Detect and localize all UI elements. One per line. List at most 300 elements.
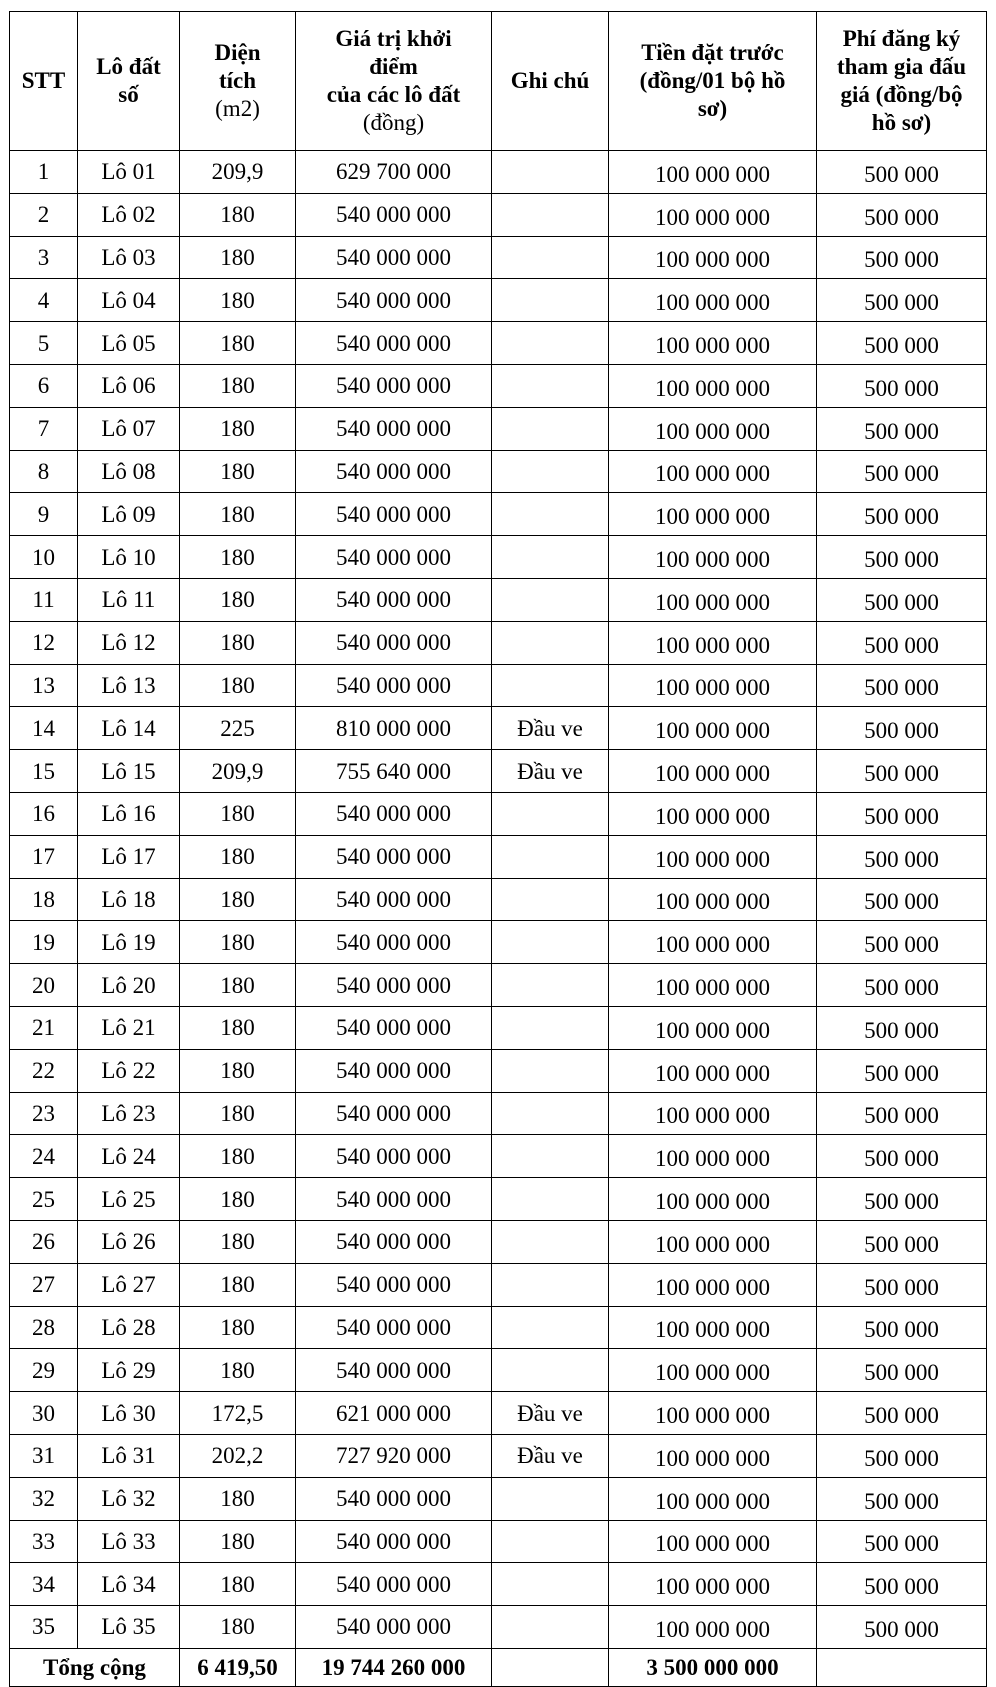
total-note <box>492 1648 609 1686</box>
cell-area: 180 <box>180 1178 296 1221</box>
cell-value: 540 000 000 <box>296 1349 492 1392</box>
cell-fee: 500 000 <box>817 835 987 878</box>
cell-area: 202,2 <box>180 1434 296 1477</box>
cell-area: 180 <box>180 1563 296 1606</box>
cell-stt: 33 <box>10 1520 78 1563</box>
cell-area: 180 <box>180 964 296 1007</box>
header-area-line1: Diện <box>214 40 261 65</box>
cell-note: Đầu ve <box>492 1392 609 1435</box>
cell-deposit: 100 000 000 <box>609 1049 817 1092</box>
cell-value: 540 000 000 <box>296 1135 492 1178</box>
cell-area: 180 <box>180 921 296 964</box>
cell-note: Đầu ve <box>492 1434 609 1477</box>
cell-value: 540 000 000 <box>296 1306 492 1349</box>
cell-stt: 34 <box>10 1563 78 1606</box>
cell-stt: 18 <box>10 878 78 921</box>
header-note-label: Ghi chú <box>510 68 590 93</box>
header-fee-line3: giá (đồng/bộ <box>840 82 963 107</box>
cell-fee: 500 000 <box>817 1563 987 1606</box>
cell-area: 180 <box>180 322 296 365</box>
cell-deposit: 100 000 000 <box>609 236 817 279</box>
cell-lot: Lô 25 <box>78 1178 180 1221</box>
cell-stt: 26 <box>10 1220 78 1263</box>
cell-deposit: 100 000 000 <box>609 407 817 450</box>
cell-stt: 23 <box>10 1092 78 1135</box>
cell-note <box>492 621 609 664</box>
cell-stt: 4 <box>10 279 78 322</box>
cell-area: 180 <box>180 236 296 279</box>
cell-value: 540 000 000 <box>296 1006 492 1049</box>
cell-value: 540 000 000 <box>296 792 492 835</box>
header-area-line2: tích <box>218 68 257 93</box>
cell-value: 540 000 000 <box>296 578 492 621</box>
cell-value: 540 000 000 <box>296 1092 492 1135</box>
header-note <box>492 12 609 151</box>
cell-note <box>492 193 609 236</box>
cell-deposit: 100 000 000 <box>609 364 817 407</box>
cell-note <box>492 792 609 835</box>
cell-fee: 500 000 <box>817 1434 987 1477</box>
cell-note <box>492 1606 609 1649</box>
table-row <box>10 536 987 579</box>
table-row <box>10 1006 987 1049</box>
cell-area: 180 <box>180 578 296 621</box>
cell-fee: 500 000 <box>817 236 987 279</box>
cell-deposit: 100 000 000 <box>609 1178 817 1221</box>
table-row <box>10 664 987 707</box>
table-row <box>10 1306 987 1349</box>
cell-note <box>492 1006 609 1049</box>
cell-stt: 28 <box>10 1306 78 1349</box>
cell-stt: 20 <box>10 964 78 1007</box>
cell-note <box>492 322 609 365</box>
cell-lot: Lô 11 <box>78 578 180 621</box>
cell-value: 540 000 000 <box>296 322 492 365</box>
cell-value: 540 000 000 <box>296 1606 492 1649</box>
cell-fee: 500 000 <box>817 151 987 194</box>
cell-note <box>492 1220 609 1263</box>
header-fee <box>817 12 987 151</box>
cell-area: 180 <box>180 279 296 322</box>
cell-fee: 500 000 <box>817 964 987 1007</box>
header-deposit-line1: Tiền đặt trước <box>641 40 784 65</box>
header-fee-line4: hồ sơ) <box>871 110 932 135</box>
cell-stt: 13 <box>10 664 78 707</box>
cell-note <box>492 536 609 579</box>
cell-area: 180 <box>180 1306 296 1349</box>
cell-lot: Lô 19 <box>78 921 180 964</box>
cell-deposit: 100 000 000 <box>609 750 817 793</box>
cell-deposit: 100 000 000 <box>609 1220 817 1263</box>
cell-value: 540 000 000 <box>296 1477 492 1520</box>
cell-stt: 27 <box>10 1263 78 1306</box>
cell-stt: 25 <box>10 1178 78 1221</box>
cell-stt: 7 <box>10 407 78 450</box>
cell-fee: 500 000 <box>817 878 987 921</box>
table-row <box>10 1563 987 1606</box>
cell-area: 180 <box>180 450 296 493</box>
document-page <box>9 11 986 1687</box>
total-deposit: 3 500 000 000 <box>609 1648 817 1686</box>
header-fee-line1: Phí đăng ký <box>842 26 961 51</box>
cell-lot: Lô 33 <box>78 1520 180 1563</box>
cell-lot: Lô 12 <box>78 621 180 664</box>
cell-deposit: 100 000 000 <box>609 1135 817 1178</box>
cell-lot: Lô 06 <box>78 364 180 407</box>
cell-fee: 500 000 <box>817 193 987 236</box>
cell-fee: 500 000 <box>817 493 987 536</box>
cell-fee: 500 000 <box>817 1306 987 1349</box>
table-footer <box>10 1648 987 1686</box>
cell-fee: 500 000 <box>817 578 987 621</box>
cell-fee: 500 000 <box>817 1049 987 1092</box>
cell-value: 755 640 000 <box>296 750 492 793</box>
table-row <box>10 364 987 407</box>
cell-value: 540 000 000 <box>296 1520 492 1563</box>
cell-lot: Lô 15 <box>78 750 180 793</box>
table-row <box>10 1349 987 1392</box>
cell-stt: 8 <box>10 450 78 493</box>
table-row <box>10 578 987 621</box>
cell-fee: 500 000 <box>817 621 987 664</box>
cell-fee: 500 000 <box>817 450 987 493</box>
header-stt-label: STT <box>21 68 66 93</box>
cell-note <box>492 664 609 707</box>
cell-deposit: 100 000 000 <box>609 493 817 536</box>
cell-deposit: 100 000 000 <box>609 1434 817 1477</box>
cell-note <box>492 1178 609 1221</box>
cell-value: 540 000 000 <box>296 1178 492 1221</box>
cell-value: 540 000 000 <box>296 536 492 579</box>
cell-note <box>492 1520 609 1563</box>
cell-area: 180 <box>180 664 296 707</box>
cell-deposit: 100 000 000 <box>609 664 817 707</box>
cell-note <box>492 151 609 194</box>
total-label: Tổng cộng <box>10 1648 180 1686</box>
cell-area: 180 <box>180 1135 296 1178</box>
table-row <box>10 1049 987 1092</box>
cell-area: 180 <box>180 835 296 878</box>
cell-stt: 29 <box>10 1349 78 1392</box>
cell-stt: 16 <box>10 792 78 835</box>
cell-note <box>492 1135 609 1178</box>
cell-lot: Lô 28 <box>78 1306 180 1349</box>
header-value-line1: Giá trị khởi <box>335 26 452 51</box>
table-row <box>10 493 987 536</box>
header-value-unit: (đồng) <box>362 110 425 135</box>
cell-stt: 21 <box>10 1006 78 1049</box>
cell-note <box>492 878 609 921</box>
cell-fee: 500 000 <box>817 707 987 750</box>
header-stt <box>10 12 78 151</box>
cell-area: 180 <box>180 1092 296 1135</box>
cell-deposit: 100 000 000 <box>609 578 817 621</box>
cell-fee: 500 000 <box>817 1220 987 1263</box>
table-row <box>10 151 987 194</box>
cell-note <box>492 364 609 407</box>
table-row <box>10 322 987 365</box>
table-row <box>10 835 987 878</box>
table-row <box>10 964 987 1007</box>
header-value <box>296 12 492 151</box>
cell-deposit: 100 000 000 <box>609 1306 817 1349</box>
header-deposit-line2: (đồng/01 bộ hồ <box>639 68 786 93</box>
cell-area: 209,9 <box>180 151 296 194</box>
table-row <box>10 792 987 835</box>
cell-area: 209,9 <box>180 750 296 793</box>
cell-value: 540 000 000 <box>296 279 492 322</box>
cell-area: 180 <box>180 1006 296 1049</box>
cell-deposit: 100 000 000 <box>609 878 817 921</box>
cell-lot: Lô 03 <box>78 236 180 279</box>
cell-value: 540 000 000 <box>296 236 492 279</box>
cell-stt: 17 <box>10 835 78 878</box>
table-row <box>10 279 987 322</box>
cell-deposit: 100 000 000 <box>609 279 817 322</box>
cell-stt: 3 <box>10 236 78 279</box>
cell-lot: Lô 21 <box>78 1006 180 1049</box>
cell-deposit: 100 000 000 <box>609 450 817 493</box>
table-row <box>10 193 987 236</box>
cell-value: 540 000 000 <box>296 621 492 664</box>
cell-note <box>492 279 609 322</box>
cell-stt: 2 <box>10 193 78 236</box>
table-row <box>10 236 987 279</box>
table-body <box>10 151 987 1649</box>
header-fee-line2: tham gia đấu <box>836 54 967 79</box>
cell-area: 180 <box>180 493 296 536</box>
cell-fee: 500 000 <box>817 792 987 835</box>
cell-value: 621 000 000 <box>296 1392 492 1435</box>
cell-note <box>492 450 609 493</box>
cell-deposit: 100 000 000 <box>609 1349 817 1392</box>
cell-stt: 9 <box>10 493 78 536</box>
cell-stt: 12 <box>10 621 78 664</box>
cell-fee: 500 000 <box>817 1606 987 1649</box>
table-row <box>10 1178 987 1221</box>
cell-area: 180 <box>180 1049 296 1092</box>
cell-note <box>492 1349 609 1392</box>
cell-note <box>492 1306 609 1349</box>
cell-lot: Lô 02 <box>78 193 180 236</box>
cell-lot: Lô 22 <box>78 1049 180 1092</box>
cell-note <box>492 407 609 450</box>
cell-deposit: 100 000 000 <box>609 1092 817 1135</box>
cell-deposit: 100 000 000 <box>609 1477 817 1520</box>
cell-fee: 500 000 <box>817 322 987 365</box>
cell-fee: 500 000 <box>817 279 987 322</box>
cell-note <box>492 578 609 621</box>
header-area-unit: (m2) <box>215 96 260 121</box>
table-row <box>10 878 987 921</box>
table-row <box>10 1135 987 1178</box>
cell-lot: Lô 18 <box>78 878 180 921</box>
cell-fee: 500 000 <box>817 1006 987 1049</box>
cell-stt: 35 <box>10 1606 78 1649</box>
total-value: 19 744 260 000 <box>296 1648 492 1686</box>
cell-area: 172,5 <box>180 1392 296 1435</box>
cell-value: 540 000 000 <box>296 493 492 536</box>
cell-value: 629 700 000 <box>296 151 492 194</box>
cell-deposit: 100 000 000 <box>609 707 817 750</box>
table-row <box>10 1520 987 1563</box>
cell-value: 540 000 000 <box>296 964 492 1007</box>
cell-lot: Lô 34 <box>78 1563 180 1606</box>
cell-value: 540 000 000 <box>296 921 492 964</box>
cell-lot: Lô 20 <box>78 964 180 1007</box>
cell-area: 180 <box>180 193 296 236</box>
header-area <box>180 12 296 151</box>
table-row <box>10 921 987 964</box>
cell-fee: 500 000 <box>817 536 987 579</box>
cell-value: 540 000 000 <box>296 878 492 921</box>
cell-stt: 6 <box>10 364 78 407</box>
header-row <box>10 12 987 151</box>
cell-note <box>492 835 609 878</box>
cell-stt: 14 <box>10 707 78 750</box>
cell-stt: 15 <box>10 750 78 793</box>
cell-lot: Lô 16 <box>78 792 180 835</box>
table-row <box>10 1392 987 1435</box>
cell-area: 180 <box>180 1263 296 1306</box>
cell-lot: Lô 26 <box>78 1220 180 1263</box>
cell-deposit: 100 000 000 <box>609 151 817 194</box>
cell-note <box>492 493 609 536</box>
cell-value: 540 000 000 <box>296 193 492 236</box>
cell-area: 180 <box>180 536 296 579</box>
cell-deposit: 100 000 000 <box>609 1006 817 1049</box>
cell-area: 180 <box>180 1477 296 1520</box>
cell-lot: Lô 23 <box>78 1092 180 1135</box>
cell-lot: Lô 07 <box>78 407 180 450</box>
cell-value: 540 000 000 <box>296 664 492 707</box>
cell-stt: 19 <box>10 921 78 964</box>
cell-deposit: 100 000 000 <box>609 1263 817 1306</box>
cell-fee: 500 000 <box>817 1392 987 1435</box>
header-lot <box>78 12 180 151</box>
cell-deposit: 100 000 000 <box>609 835 817 878</box>
cell-note <box>492 1263 609 1306</box>
cell-deposit: 100 000 000 <box>609 1520 817 1563</box>
cell-note <box>492 1563 609 1606</box>
cell-lot: Lô 17 <box>78 835 180 878</box>
table-row <box>10 407 987 450</box>
header-lot-line1: Lô đất <box>96 54 161 79</box>
cell-value: 540 000 000 <box>296 1563 492 1606</box>
total-area: 6 419,50 <box>180 1648 296 1686</box>
cell-fee: 500 000 <box>817 407 987 450</box>
cell-deposit: 100 000 000 <box>609 792 817 835</box>
header-lot-line2: số <box>118 82 139 107</box>
header-value-line3: của các lô đất <box>326 82 461 107</box>
cell-value: 540 000 000 <box>296 450 492 493</box>
total-fee <box>817 1648 987 1686</box>
cell-note <box>492 1477 609 1520</box>
cell-note <box>492 921 609 964</box>
cell-lot: Lô 04 <box>78 279 180 322</box>
cell-stt: 24 <box>10 1135 78 1178</box>
table-row <box>10 1606 987 1649</box>
cell-fee: 500 000 <box>817 1178 987 1221</box>
cell-note: Đầu ve <box>492 750 609 793</box>
cell-value: 540 000 000 <box>296 364 492 407</box>
cell-area: 180 <box>180 364 296 407</box>
cell-note <box>492 1092 609 1135</box>
cell-note <box>492 1049 609 1092</box>
cell-deposit: 100 000 000 <box>609 536 817 579</box>
cell-stt: 1 <box>10 151 78 194</box>
table-row <box>10 1263 987 1306</box>
cell-lot: Lô 24 <box>78 1135 180 1178</box>
cell-deposit: 100 000 000 <box>609 621 817 664</box>
cell-stt: 30 <box>10 1392 78 1435</box>
cell-area: 180 <box>180 621 296 664</box>
cell-lot: Lô 29 <box>78 1349 180 1392</box>
cell-value: 540 000 000 <box>296 1263 492 1306</box>
cell-fee: 500 000 <box>817 750 987 793</box>
cell-lot: Lô 14 <box>78 707 180 750</box>
cell-value: 540 000 000 <box>296 1220 492 1263</box>
cell-deposit: 100 000 000 <box>609 193 817 236</box>
total-row <box>10 1648 987 1686</box>
cell-note: Đầu ve <box>492 707 609 750</box>
cell-fee: 500 000 <box>817 1135 987 1178</box>
table-row <box>10 707 987 750</box>
cell-area: 225 <box>180 707 296 750</box>
cell-area: 180 <box>180 1220 296 1263</box>
cell-note <box>492 964 609 1007</box>
cell-deposit: 100 000 000 <box>609 1392 817 1435</box>
cell-area: 180 <box>180 1349 296 1392</box>
cell-lot: Lô 30 <box>78 1392 180 1435</box>
cell-fee: 500 000 <box>817 364 987 407</box>
cell-fee: 500 000 <box>817 1349 987 1392</box>
cell-lot: Lô 31 <box>78 1434 180 1477</box>
table-row <box>10 1092 987 1135</box>
cell-deposit: 100 000 000 <box>609 964 817 1007</box>
cell-fee: 500 000 <box>817 1263 987 1306</box>
table-row <box>10 1477 987 1520</box>
cell-value: 540 000 000 <box>296 407 492 450</box>
cell-stt: 32 <box>10 1477 78 1520</box>
cell-area: 180 <box>180 1606 296 1649</box>
cell-area: 180 <box>180 792 296 835</box>
cell-value: 810 000 000 <box>296 707 492 750</box>
cell-stt: 11 <box>10 578 78 621</box>
cell-area: 180 <box>180 407 296 450</box>
header-value-line2: điểm <box>369 54 418 79</box>
cell-stt: 5 <box>10 322 78 365</box>
cell-value: 540 000 000 <box>296 1049 492 1092</box>
header-deposit-line3: sơ) <box>697 96 728 121</box>
cell-lot: Lô 08 <box>78 450 180 493</box>
cell-fee: 500 000 <box>817 921 987 964</box>
cell-stt: 22 <box>10 1049 78 1092</box>
cell-value: 540 000 000 <box>296 835 492 878</box>
table-header <box>10 12 987 151</box>
cell-stt: 31 <box>10 1434 78 1477</box>
cell-lot: Lô 35 <box>78 1606 180 1649</box>
cell-stt: 10 <box>10 536 78 579</box>
cell-fee: 500 000 <box>817 1520 987 1563</box>
table-row <box>10 450 987 493</box>
cell-fee: 500 000 <box>817 1477 987 1520</box>
cell-area: 180 <box>180 878 296 921</box>
cell-deposit: 100 000 000 <box>609 322 817 365</box>
cell-lot: Lô 27 <box>78 1263 180 1306</box>
cell-lot: Lô 32 <box>78 1477 180 1520</box>
table-row <box>10 1434 987 1477</box>
